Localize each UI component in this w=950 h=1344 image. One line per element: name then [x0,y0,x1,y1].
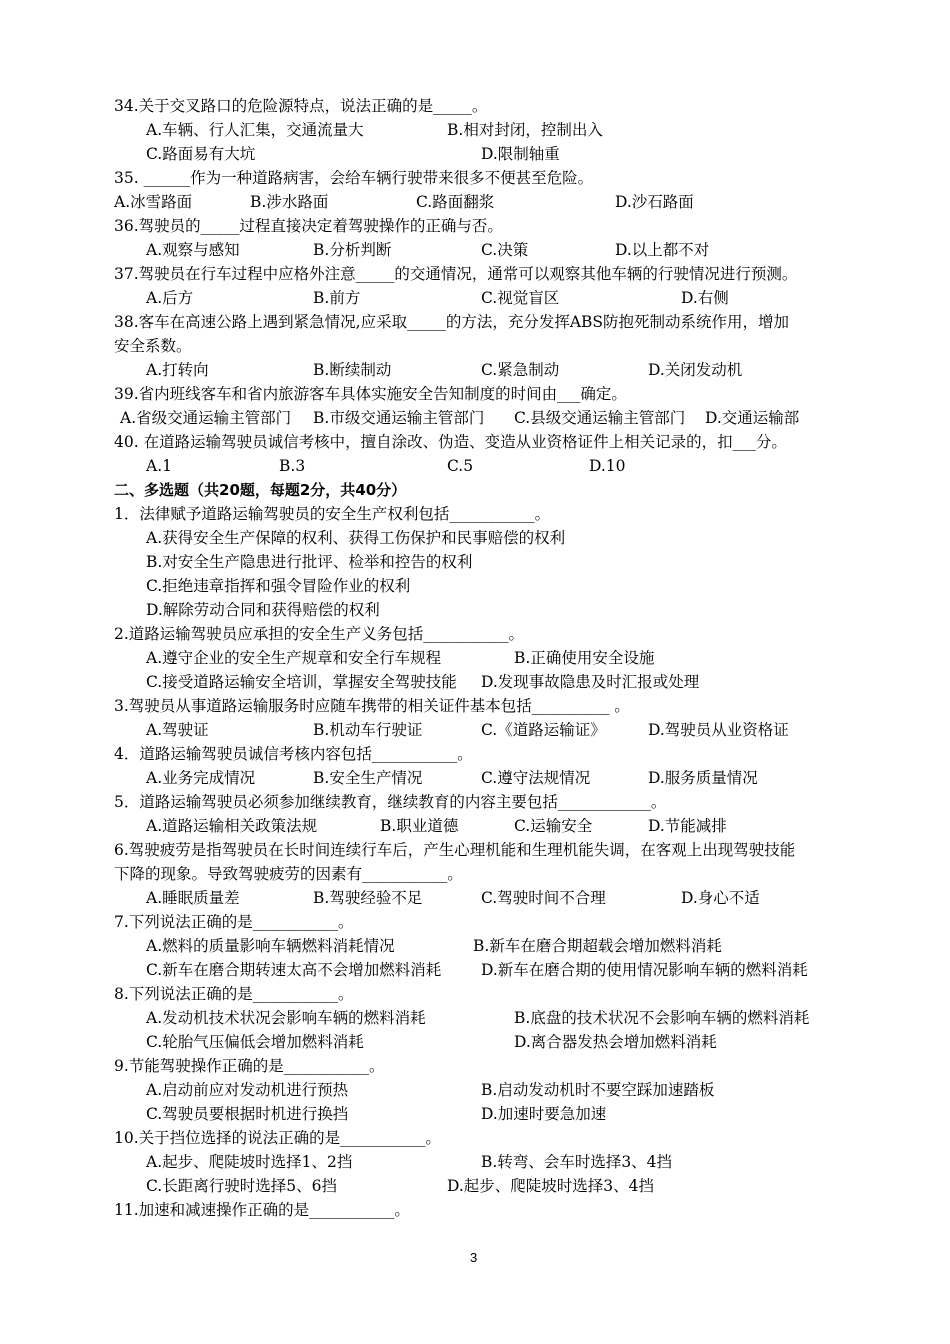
answer-option: A.冰雪路面 [114,193,193,211]
question-text: 7.下列说法正确的是___________。 [114,913,354,931]
answer-option: C.县级交通运输主管部门 [514,409,686,427]
answer-option: A.观察与感知 [146,241,240,259]
answer-option: A.后方 [146,289,194,307]
answer-option: A.获得安全生产保障的权利、获得工伤保护和民事赔偿的权利 [146,529,566,547]
answer-option: C.紧急制动 [481,361,560,379]
answer-option: C.5 [447,457,474,475]
question-text: 40. 在道路运输驾驶员诚信考核中，擅自涂改、伪造、变造从业资格证件上相关记录的，扣___分。 [114,433,787,451]
answer-option: B.市级交通运输主管部门 [313,409,485,427]
answer-option: D.发现事故隐患及时汇报或处理 [481,673,700,691]
answer-option: D.加速时要急加速 [481,1105,607,1123]
answer-option: A.省级交通运输主管部门 [120,409,292,427]
answer-option: C.视觉盲区 [481,289,560,307]
answer-option: D.10 [589,457,626,475]
question-text: 34.关于交叉路口的危险源特点，说法正确的是_____。 [114,97,488,115]
answer-option: A.业务完成情况 [146,769,256,787]
question-text: 35. ______作为一种道路病害，会给车辆行驶带来很多不便甚至危险。 [114,169,594,187]
answer-option: C.驾驶员要根据时机进行换挡 [146,1105,349,1123]
answer-option: B.涉水路面 [250,193,329,211]
question-text: 6.驾驶疲劳是指驾驶员在长时间连续行车后，产生心理机能和生理机能失调，在客观上出现驾驶技能 [114,841,796,859]
answer-option: B.底盘的技术状况不会影响车辆的燃料消耗 [514,1009,810,1027]
section-heading: 二、多选题（共20题，每题2分，共40分） [114,481,407,499]
answer-option: C.遵守法规情况 [481,769,591,787]
answer-option: D.驾驶员从业资格证 [648,721,789,739]
question-text: 38.客车在高速公路上遇到紧急情况,应采取_____的方法，充分发挥ABS防抱死制动系统作用，增加 [114,313,790,331]
answer-option: A.道路运输相关政策法规 [146,817,318,835]
answer-option: C.拒绝违章指挥和强令冒险作业的权利 [146,577,411,595]
answer-option: B.驾驶经验不足 [313,889,423,907]
question-text: 39.省内班线客车和省内旅游客车具体实施安全告知制度的时间由___确定。 [114,385,627,403]
answer-option: A.启动前应对发动机进行预热 [146,1081,349,1099]
answer-option: D.关闭发动机 [648,361,743,379]
question-text: 安全系数。 [114,337,192,355]
answer-option: D.离合器发热会增加燃料消耗 [514,1033,717,1051]
answer-option: D.沙石路面 [615,193,694,211]
answer-option: A.睡眠质量差 [146,889,240,907]
answer-option: B.相对封闭，控制出入 [447,121,603,139]
answer-option: A.发动机技术状况会影响车辆的燃料消耗 [146,1009,426,1027]
answer-option: D.新车在磨合期的使用情况影响车辆的燃料消耗 [481,961,808,979]
answer-option: A.驾驶证 [146,721,209,739]
answer-option: C.路面翻浆 [416,193,495,211]
answer-option: D.服务质量情况 [648,769,758,787]
question-text: 36.驾驶员的_____过程直接决定着驾驶操作的正确与否。 [114,217,503,235]
answer-option: B.新车在磨合期超载会增加燃料消耗 [473,937,722,955]
answer-option: A.1 [146,457,172,475]
answer-option: B.3 [279,457,306,475]
answer-option: B.正确使用安全设施 [514,649,655,667]
answer-option: A.打转向 [146,361,209,379]
answer-option: D.以上都不对 [615,241,710,259]
answer-option: D.节能减排 [648,817,727,835]
answer-option: B.分析判断 [313,241,392,259]
page-number: 3 [470,1250,478,1265]
question-text: 37.驾驶员在行车过程中应格外注意_____的交通情况，通常可以观察其他车辆的行驶情况进行预测。 [114,265,798,283]
answer-option: C.驾驶时间不合理 [481,889,606,907]
answer-option: D.交通运输部 [705,409,800,427]
answer-option: C.运输安全 [514,817,593,835]
question-text: 下降的现象。导致驾驶疲劳的因素有___________。 [114,865,463,883]
answer-option: B.安全生产情况 [313,769,423,787]
answer-option: C.《道路运输证》 [481,721,606,739]
question-text: 1．法律赋予道路运输驾驶员的安全生产权利包括___________。 [114,505,551,523]
answer-option: C.路面易有大坑 [146,145,256,163]
question-text: 8.下列说法正确的是___________。 [114,985,354,1003]
answer-option: A.起步、爬陡坡时选择1、2挡 [146,1153,353,1171]
question-text: 5．道路运输驾驶员必须参加继续教育，继续教育的内容主要包括____________。 [114,793,667,811]
answer-option: B.机动车行驶证 [313,721,423,739]
answer-option: A.遵守企业的安全生产规章和安全行车规程 [146,649,442,667]
question-text: 4．道路运输驾驶员诚信考核内容包括___________。 [114,745,473,763]
answer-option: B.转弯、会车时选择3、4挡 [481,1153,673,1171]
answer-option: B.对安全生产隐患进行批评、检举和控告的权利 [146,553,473,571]
answer-option: A.车辆、行人汇集，交通流量大 [146,121,364,139]
question-text: 10.关于挡位选择的说法正确的是___________。 [114,1129,441,1147]
answer-option: D.身心不适 [681,889,760,907]
answer-option: C.轮胎气压偏低会增加燃料消耗 [146,1033,364,1051]
answer-option: B.职业道德 [380,817,459,835]
question-text: 9.节能驾驶操作正确的是___________。 [114,1057,385,1075]
answer-option: D.起步、爬陡坡时选择3、4挡 [447,1177,655,1195]
answer-option: C.决策 [481,241,529,259]
question-text: 3.驾驶员从事道路运输服务时应随车携带的相关证件基本包括__________ 。 [114,697,630,715]
answer-option: D.解除劳动合同和获得赔偿的权利 [146,601,380,619]
answer-option: B.启动发动机时不要空踩加速踏板 [481,1081,715,1099]
answer-option: B.断续制动 [313,361,392,379]
answer-option: C.接受道路运输安全培训，掌握安全驾驶技能 [146,673,457,691]
answer-option: A.燃料的质量影响车辆燃料消耗情况 [146,937,395,955]
answer-option: C.长距离行驶时选择5、6挡 [146,1177,337,1195]
question-text: 11.加速和减速操作正确的是___________。 [114,1201,410,1219]
answer-option: B.前方 [313,289,361,307]
answer-option: D.限制轴重 [481,145,560,163]
answer-option: D.右侧 [681,289,729,307]
answer-option: C.新车在磨合期转速太高不会增加燃料消耗 [146,961,442,979]
question-text: 2.道路运输驾驶员应承担的安全生产义务包括___________。 [114,625,525,643]
